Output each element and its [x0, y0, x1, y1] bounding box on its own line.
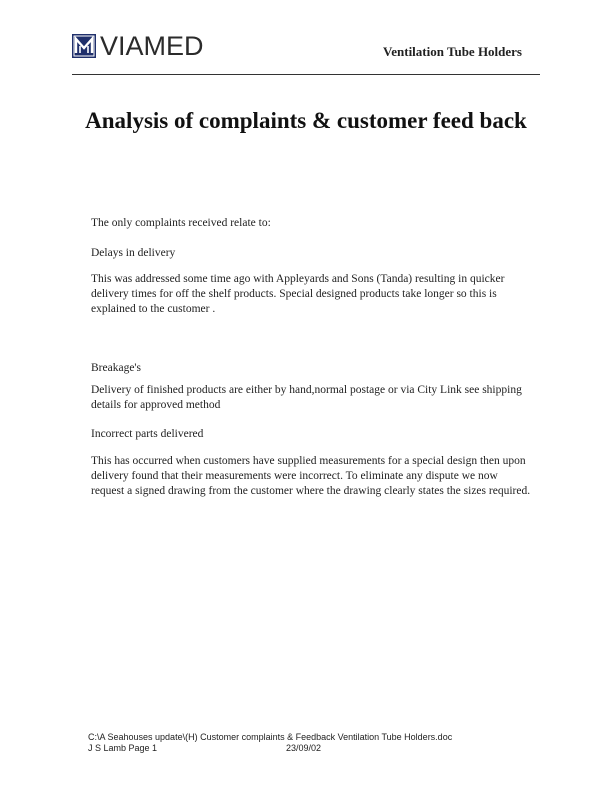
intro-paragraph — [91, 216, 531, 231]
section-incorrect-body — [91, 454, 531, 499]
logo-text: VIAMED — [100, 31, 204, 61]
section-body-delays: This was addressed some time ago with Appleyards and Sons (Tanda) resulting in quicker delivery times for off the shelf products. Special designed products take longer so this is explained to the customer . — [91, 273, 505, 315]
section-delays-body — [91, 272, 531, 317]
header-divider — [72, 74, 540, 75]
footer-file-path: C:\A Seahouses update\(H) Customer complaints & Feedback Ventilation Tube Holders.doc — [88, 732, 453, 742]
section-heading-incorrect: Incorrect parts delivered — [91, 428, 204, 440]
section-body-incorrect: This has occurred when customers have supplied measurements for a special design then upon delivery found that their measurements were incorrect. To eliminate any dispute we now request a signed drawing from the customer where the drawing clearly states the sizes required. — [91, 455, 531, 497]
intro-text: The only complaints received relate to: — [91, 217, 271, 229]
page-footer — [88, 732, 528, 754]
page-header — [72, 31, 540, 76]
document-title: Analysis of complaints & customer feed back — [85, 108, 527, 133]
footer-date: 23/09/02 — [286, 743, 322, 753]
section-breakage-body — [91, 383, 531, 413]
section-heading-breakage: Breakage's — [91, 362, 141, 374]
footer-author-page: J S Lamb Page 1 — [88, 743, 158, 753]
viamed-logo-icon — [72, 34, 96, 58]
header-title: Ventilation Tube Holders — [383, 44, 522, 59]
viamed-logo — [72, 31, 204, 61]
section-heading-delays: Delays in delivery — [91, 247, 176, 259]
footer-meta — [88, 743, 528, 754]
section-body-breakage: Delivery of finished products are either by hand,normal postage or via City Link see shipping details for approved method — [91, 384, 522, 411]
section-incorrect — [91, 427, 531, 442]
section-breakage — [91, 361, 531, 376]
section-delays — [91, 246, 531, 261]
